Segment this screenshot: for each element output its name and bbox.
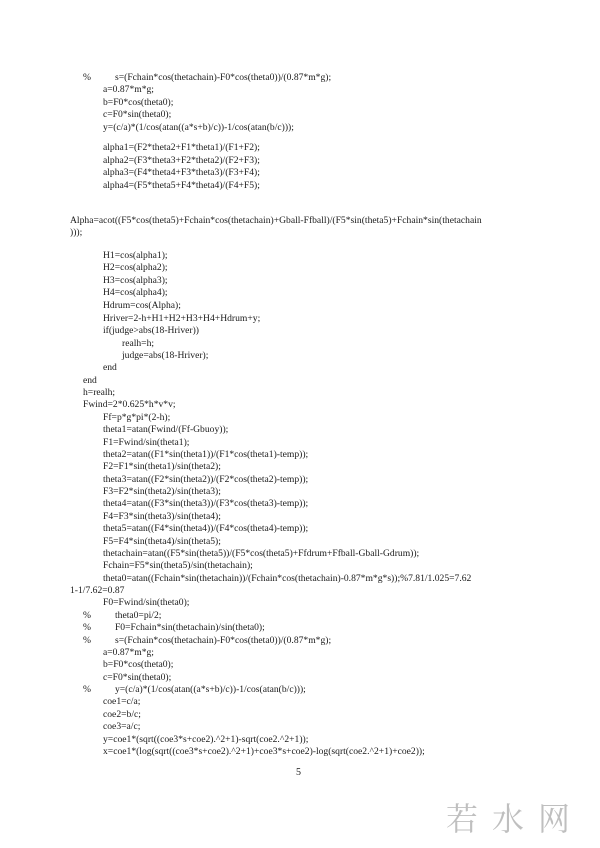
code-line: % theta0=pi/2; — [83, 610, 162, 621]
code-line: if(judge>abs(18-Hriver)) — [103, 325, 199, 336]
code-line: F3=F2*sin(theta2)/sin(theta3); — [103, 486, 221, 497]
watermark-logo: 若水网 — [446, 800, 585, 838]
code-line: theta0=atan((Fchain*sin(thetachain))/(Fchain*cos(thetachain)-0.87*m*g*s));%7.81/1.025=7.62 — [103, 573, 472, 584]
code-line: y=coe1*(sqrt((coe3*s+coe2).^2+1)-sqrt(coe2.^2+1)); — [103, 734, 309, 745]
code-line: theta4=atan((F3*sin(theta3))/(F3*cos(theta3)-temp)); — [103, 498, 309, 509]
code-line: realh=h; — [122, 338, 155, 349]
code-line: Hdrum=cos(Alpha); — [103, 300, 181, 311]
code-line: F4=F3*sin(theta3)/sin(theta4); — [103, 511, 221, 522]
code-line: theta1=atan(Fwind/(Ff-Gbuoy)); — [103, 424, 229, 435]
code-line: b=F0*cos(theta0); — [103, 659, 174, 670]
code-line: Fwind=2*0.625*h*v*v; — [83, 399, 176, 410]
code-line: theta5=atan((F4*sin(theta4))/(F4*cos(theta4)-temp)); — [103, 523, 309, 534]
code-line: Fchain=F5*sin(theta5)/sin(thetachain); — [103, 560, 253, 571]
code-line: F5=F4*sin(theta4)/sin(theta5); — [103, 536, 221, 547]
code-line: F0=Fwind/sin(theta0); — [103, 597, 190, 608]
code-line: alpha3=(F4*theta4+F3*theta3)/(F3+F4); — [103, 167, 260, 178]
code-line: coe3=a/c; — [103, 721, 141, 732]
code-line: coe2=b/c; — [103, 709, 141, 720]
code-line: alpha1=(F2*theta2+F1*theta1)/(F1+F2); — [103, 142, 260, 153]
code-line: theta3=atan((F2*sin(theta2))/(F2*cos(theta2)-temp)); — [103, 474, 309, 485]
code-line: a=0.87*m*g; — [103, 84, 154, 95]
code-line: alpha4=(F5*theta5+F4*theta4)/(F4+F5); — [103, 180, 260, 191]
code-line: theta2=atan((F1*sin(theta1))/(F1*cos(theta1)-temp)); — [103, 449, 309, 460]
code-line: end — [103, 362, 117, 373]
code-line: c=F0*sin(theta0); — [103, 109, 172, 120]
code-line: h=realh; — [83, 387, 116, 398]
code-line: thetachain=atan((F5*sin(theta5))/(F5*cos(theta5)+Ffdrum+Ffball-Gball-Gdrum)); — [103, 548, 420, 559]
code-line: ))); — [70, 227, 83, 238]
code-line: alpha2=(F3*theta3+F2*theta2)/(F2+F3); — [103, 155, 260, 166]
code-line: F2=F1*sin(theta1)/sin(theta2); — [103, 461, 221, 472]
code-line: a=0.87*m*g; — [103, 647, 154, 658]
code-line: % F0=Fchain*sin(thetachain)/sin(theta0); — [83, 622, 265, 633]
code-line: % s=(Fchain*cos(thetachain)-F0*cos(theta0))/(0.87*m*g); — [83, 635, 332, 646]
code-line: H4=cos(alpha4); — [103, 287, 168, 298]
code-line: b=F0*cos(theta0); — [103, 97, 174, 108]
code-line: % y=(c/a)*(1/cos(atan((a*s+b)/c))-1/cos(atan(b/c))); — [83, 684, 306, 695]
code-line: Ff=p*g*pi*(2-h); — [103, 412, 171, 423]
code-line: 1-1/7.62=0.87 — [70, 585, 125, 596]
code-line: x=coe1*(log(sqrt((coe3*s+coe2).^2+1)+coe3*s+coe2)-log(sqrt(coe2.^2+1)+coe2)); — [103, 746, 425, 757]
code-line: y=(c/a)*(1/cos(atan((a*s+b)/c))-1/cos(atan(b/c))); — [103, 122, 294, 133]
code-line: F1=Fwind/sin(theta1); — [103, 437, 190, 448]
code-line: H2=cos(alpha2); — [103, 262, 168, 273]
code-line: H1=cos(alpha1); — [103, 250, 168, 261]
code-line: end — [83, 375, 97, 386]
code-line: coe1=c/a; — [103, 696, 141, 707]
code-line: Alpha=acot((F5*cos(theta5)+Fchain*cos(thetachain)+Gball-Ffball)/(F5*sin(theta5)+Fchain*sin(thetachain — [70, 215, 482, 226]
code-line: c=F0*sin(theta0); — [103, 672, 172, 683]
code-line: H3=cos(alpha3); — [103, 275, 168, 286]
page-number: 5 — [296, 767, 301, 778]
code-line: % s=(Fchain*cos(thetachain)-F0*cos(theta0))/(0.87*m*g); — [83, 72, 332, 83]
code-line: Hriver=2-h+H1+H2+H3+H4+Hdrum+y; — [103, 313, 261, 324]
code-line: judge=abs(18-Hriver); — [122, 350, 209, 361]
